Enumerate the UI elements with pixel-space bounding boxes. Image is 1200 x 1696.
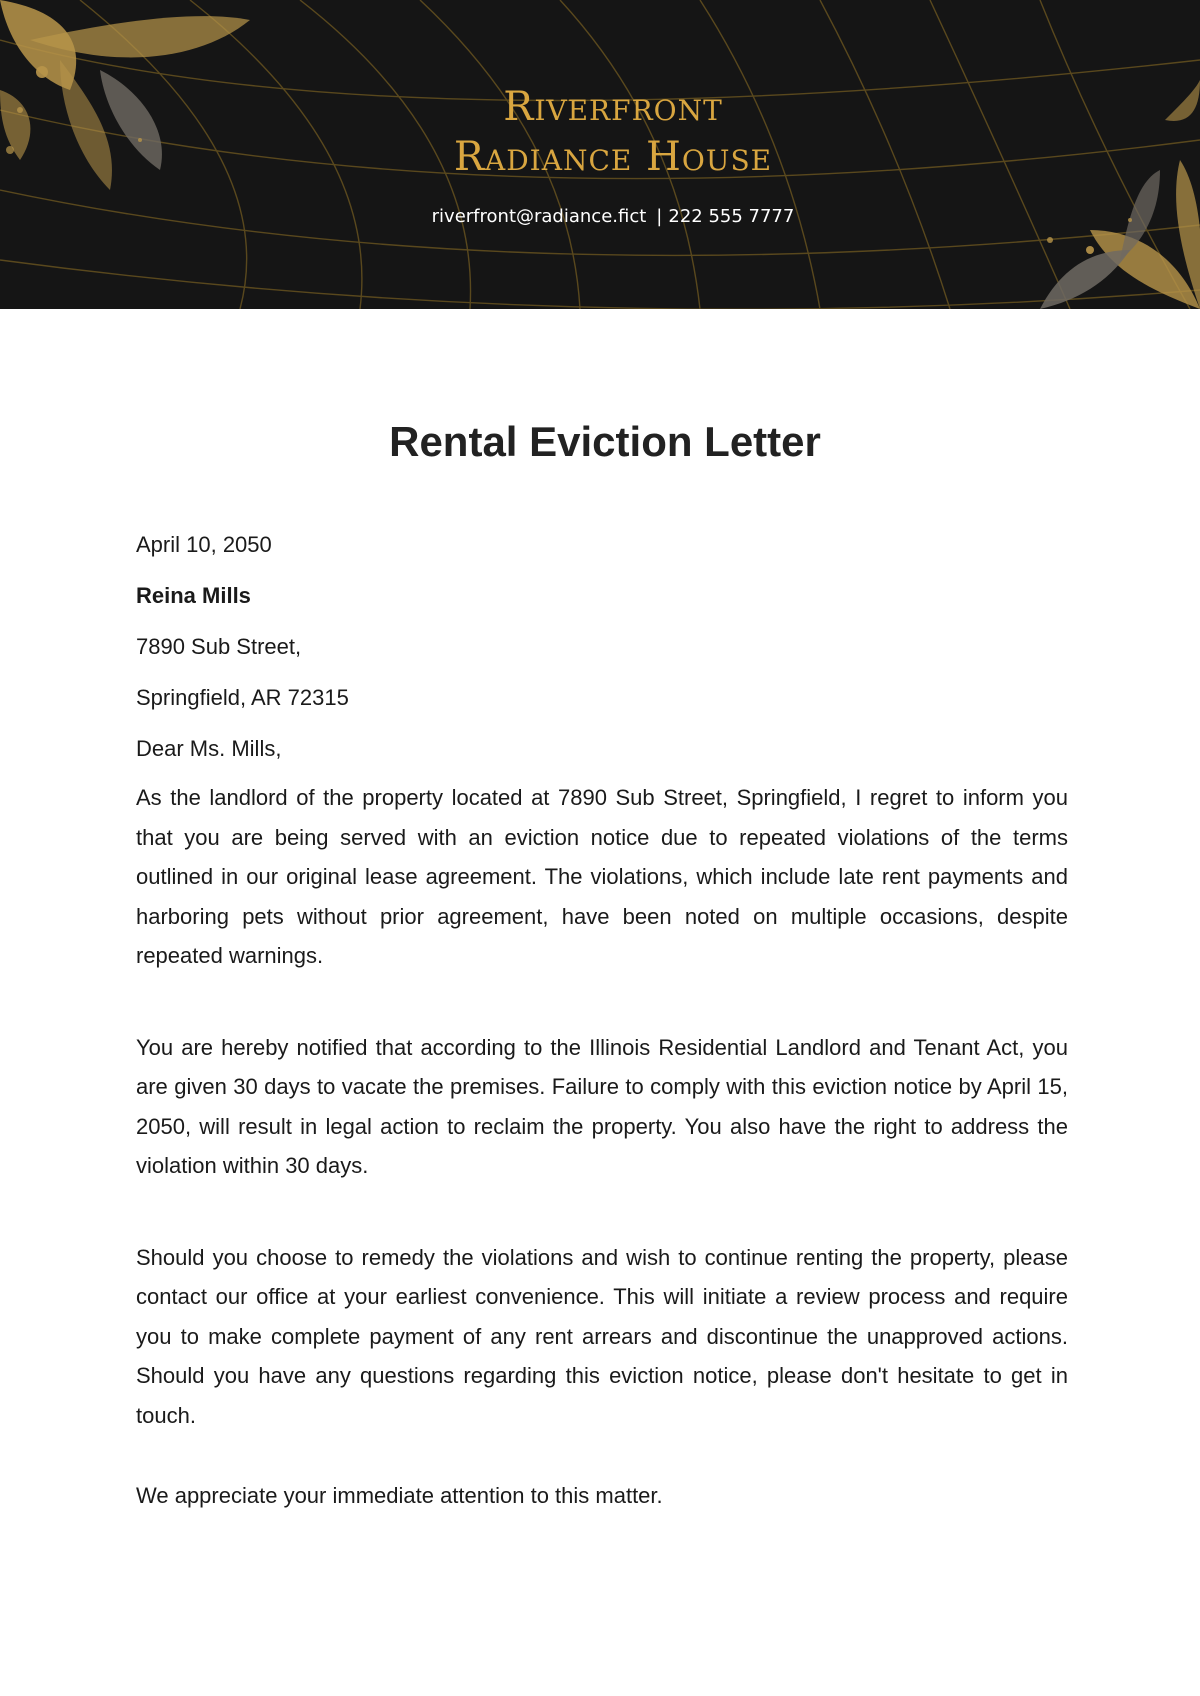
salutation: Dear Ms. Mills, — [136, 736, 282, 761]
letter-body — [136, 530, 1068, 1511]
letter-date: April 10, 2050 — [136, 532, 272, 557]
paragraph: As the landlord of the property located at 7890 Sub Street, Springfield, I regret to inform you that you are being served with an eviction notice due to repeated violations of the terms outlined in our original lease agreement. The violations, which include late rent payments and harboring pets without prior agreement, have been noted on multiple occasions, despite repeated warnings. — [136, 785, 1068, 968]
paragraph: Should you choose to remedy the violations and wish to continue renting the property, please contact our office at your earliest convenience. This will initiate a review process and require you to make complete payment of any rent arrears and discontinue the unapproved actions. Should you have any questions regarding this eviction notice, please don't hesitate to get in touch. — [136, 1244, 1068, 1428]
page-title: Rental Eviction Letter — [389, 418, 821, 465]
separator: | — [656, 206, 663, 227]
address-line-1: 7890 Sub Street, — [136, 634, 302, 659]
letterhead-banner — [0, 0, 1200, 309]
address-line-2: Springfield, AR 72315 — [136, 685, 349, 710]
recipient-name: Reina Mills — [136, 583, 251, 608]
company-name-line1: Riverfront — [503, 84, 723, 130]
company-name-line2: Radiance House — [453, 134, 773, 180]
company-name — [0, 82, 1200, 182]
phone: 222 555 7777 — [668, 206, 795, 227]
closing-line: We appreciate your immediate attention to this matter. — [136, 1483, 663, 1508]
email: riverfront@radiance.fict — [431, 206, 647, 227]
paragraph: You are hereby notified that according to the Illinois Residential Landlord and Tenant Act, you are given 30 days to vacate the premises. Failure to comply with this eviction notice by April 15, 2050, will result in legal action to reclaim the property. You also have the right to address the violation within 30 days. — [136, 1034, 1068, 1178]
contact-line — [0, 206, 1200, 227]
